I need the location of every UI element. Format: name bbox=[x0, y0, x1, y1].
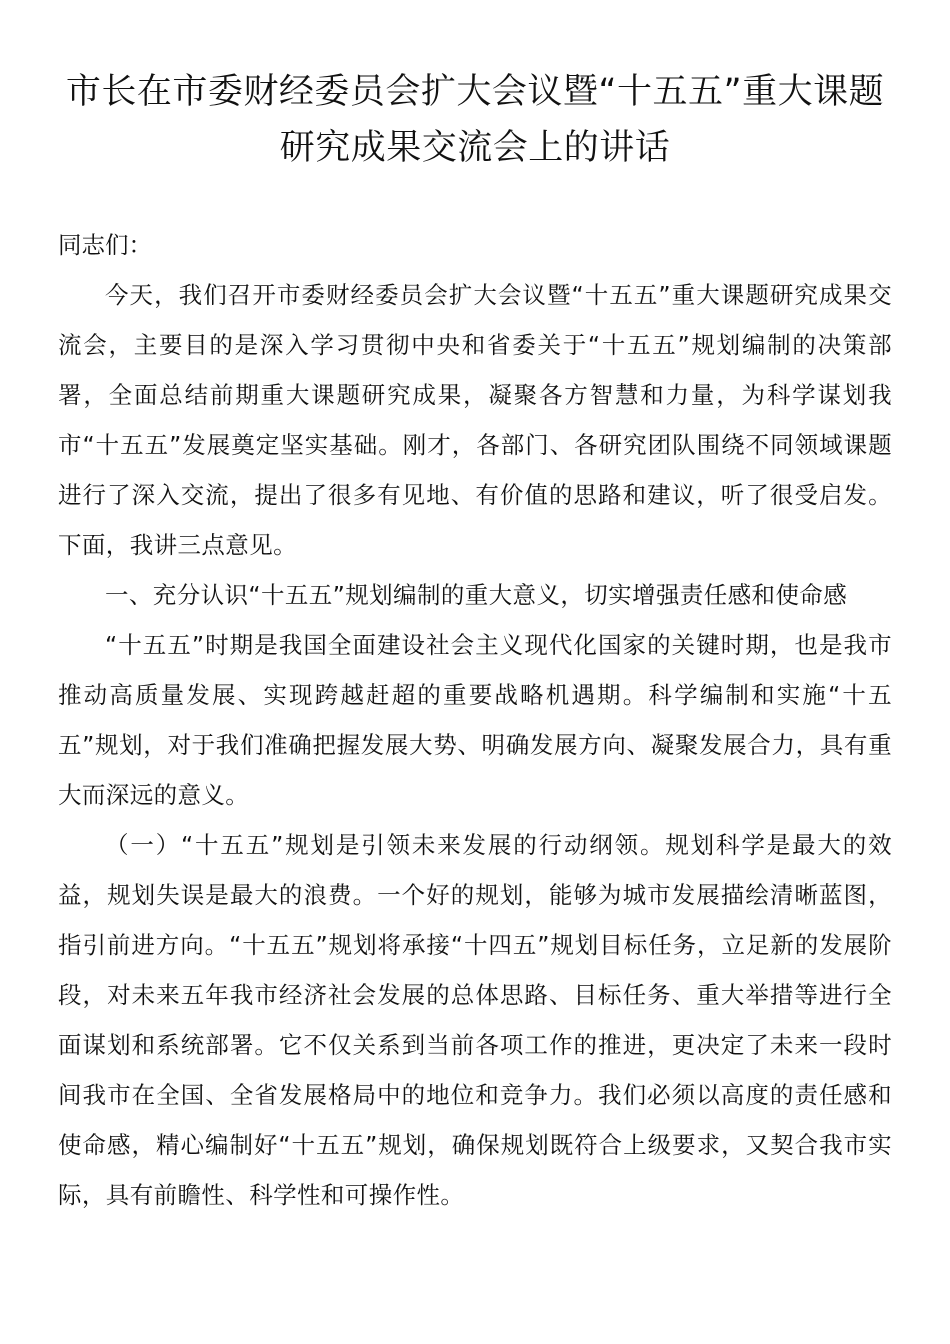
document-page bbox=[58, 64, 892, 1220]
paragraph-intro: 今天，我们召开市委财经委员会扩大会议暨“十五五”重大课题研究成果交流会，主要目的是深入学习贯彻中央和省委关于“十五五”规划编制的决策部署，全面总结前期重大课题研究成果，凝聚各方智慧和力量，为科学谋划我市“十五五”发展奠定坚实基础。刚才，各部门、各研究团队围绕不同领域课题进行了深入交流，提出了很多有见地、有价值的思路和建议，听了很受启发。下面，我讲三点意见。 bbox=[58, 281, 892, 559]
document-title: 市长在市委财经委员会扩大会议暨“十五五”重大课题研究成果交流会上的讲话 bbox=[65, 72, 885, 168]
section-heading-1: 一、充分认识“十五五”规划编制的重大意义，切实增强责任感和使命感 bbox=[105, 581, 848, 609]
paragraph-subsection-1: （一）“十五五”规划是引领未来发展的行动纲领。规划科学是最大的效益，规划失误是最大的浪费。一个好的规划，能够为城市发展描绘清晰蓝图，指引前进方向。“十五五”规划将承接“十四五”规划目标任务，立足新的发展阶段，对未来五年我市经济社会发展的总体思路、目标任务、重大举措等进行全面谋划和系统部署。它不仅关系到当前各项工作的推进，更决定了未来一段时间我市在全国、全省发展格局中的地位和竞争力。我们必须以高度的责任感和使命感，精心编制好“十五五”规划，确保规划既符合上级要求，又契合我市实际，具有前瞻性、科学性和可操作性。 bbox=[58, 831, 892, 1209]
salutation: 同志们： bbox=[58, 231, 152, 259]
paragraph-significance: “十五五”时期是我国全面建设社会主义现代化国家的关键时期，也是我市推动高质量发展、实现跨越赶超的重要战略机遇期。科学编制和实施“十五五”规划，对于我们准确把握发展大势、明确发展方向、凝聚发展合力，具有重大而深远的意义。 bbox=[58, 631, 892, 809]
